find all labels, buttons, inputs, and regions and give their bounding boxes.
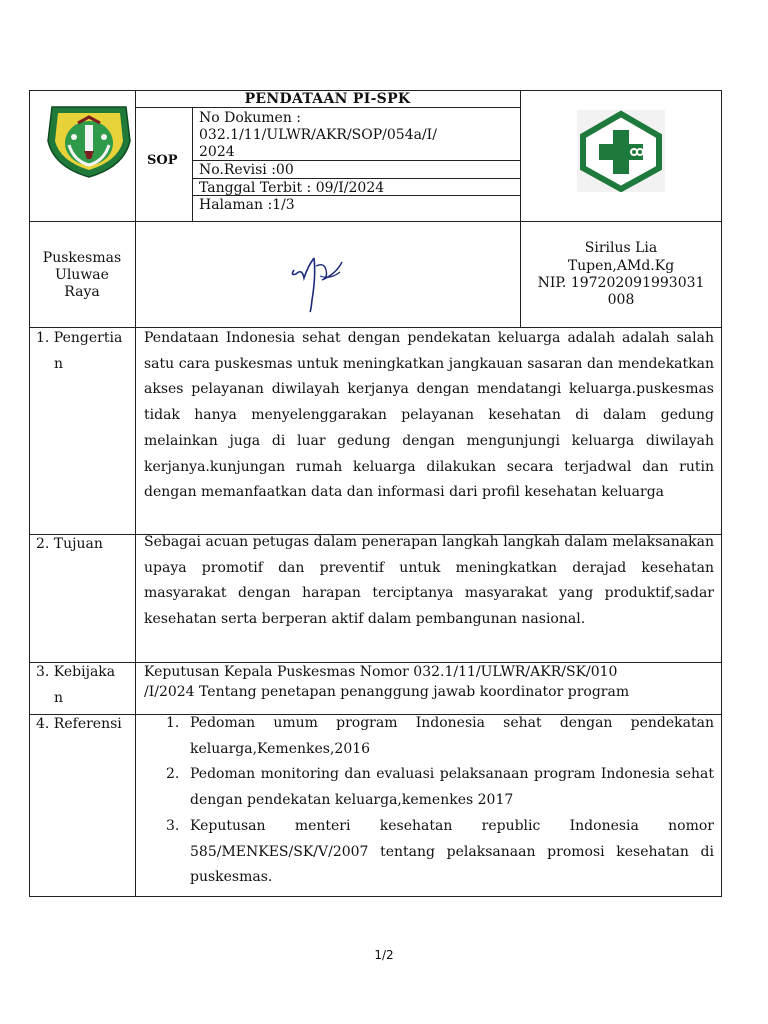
page-number: 1/2 <box>374 948 394 962</box>
no-revisi: No.Revisi :00 <box>199 162 294 178</box>
kebijakan-label-2: n <box>54 690 64 706</box>
list-item <box>144 814 714 891</box>
list-item <box>144 711 714 762</box>
kebijakan-label-1: 3. Kebijaka <box>36 664 116 680</box>
no-dokumen-value-2: 2024 <box>199 144 235 160</box>
referensi-label: 4. Referensi <box>36 716 122 732</box>
row-line-revisi <box>192 160 520 161</box>
pengertian-text: Pendataan Indonesia sehat dengan pendekatan keluarga adalah adalah salah satu cara puskesmas untuk meningkatkan jangkauan sasaran dan mendekatkan akses pelayanan diwilayah kerjanya dengan mendatangi keluarga.puskesmas tidak hanya menyelenggarakan pelayanan kesehatan di dalam gedung melainkan juga di luar gedung dengan mengunjungi keluarga diwilayah kerjanya.kunjungan rumah keluarga dilakukan secara terjadwal dan rutin dengan memanfaatkan data dan informasi dari profil kesehatan keluarga <box>144 330 714 501</box>
list-item-text: Pedoman monitoring dan evaluasi pelaksanaan program Indonesia sehat dengan pendekatan keluarga,kemenkes 2017 <box>190 766 714 809</box>
row-line-terbit <box>192 178 520 179</box>
header-bottom-line <box>29 221 722 222</box>
org-name-line-1: Puskesmas <box>42 250 122 266</box>
signature-icon <box>280 236 360 316</box>
list-item-number: 2. <box>166 766 180 783</box>
list-item <box>144 762 714 813</box>
halaman: Halaman :1/3 <box>199 197 295 213</box>
signer-line-3: NIP. 197202091993031 <box>537 275 705 291</box>
tujuan-label: 2. Tujuan <box>36 536 103 552</box>
row-line-kebijakan <box>29 662 722 663</box>
title-underline <box>135 107 520 108</box>
header-divider-left <box>135 90 136 897</box>
content-left-border <box>29 328 30 897</box>
org-name-line-3: Raya <box>64 284 100 300</box>
kebijakan-text-2: /I/2024 Tentang penetapan penanggung jawab koordinator program <box>144 684 630 700</box>
signer-line-1: Sirilus Lia <box>584 240 658 256</box>
kebijakan-text-1: Keputusan Kepala Puskesmas Nomor 032.1/11/ULWR/AKR/SK/010 <box>144 664 618 680</box>
pengertian-label-2: n <box>54 356 64 372</box>
list-item-text: Keputusan menteri kesehatan republic Indonesia nomor 585/MENKES/SK/V/2007 tentang pelaksanaan promosi kesehatan di puskesmas. <box>190 817 714 886</box>
header-divider-sop <box>192 107 193 221</box>
pengertian-label-1: 1. Pengertia <box>36 330 123 346</box>
list-item-text: Pedoman umum program Indonesia sehat dengan pendekatan keluarga,Kemenkes,2016 <box>190 715 714 757</box>
puskesmas-cross-logo-icon <box>577 110 665 192</box>
list-item-number: 1. <box>166 715 180 731</box>
table-bottom-line <box>29 896 722 897</box>
list-item-number: 3. <box>166 817 180 834</box>
no-dokumen-value-1: 032.1/11/ULWR/AKR/SOP/054a/I/ <box>199 127 437 143</box>
signer-line-2: Tupen,AMd.Kg <box>567 258 675 274</box>
org-name-line-2: Uluwae <box>55 267 109 283</box>
document-title: PENDATAAN PI-SPK <box>244 91 411 107</box>
regency-emblem-icon <box>44 101 134 179</box>
tanggal-terbit: Tanggal Terbit : 09/I/2024 <box>199 180 385 196</box>
tujuan-text: Sebagai acuan petugas dalam penerapan langkah langkah dalam melaksanakan upaya promotif dan preventif untuk meningkatkan derajad kesehatan masyarakat dengan harapan terciptanya masyarakat yang produktif,sadar kesehatan serta berperan aktif dalam pembangunan nasional. <box>144 534 714 628</box>
no-dokumen-label: No Dokumen : <box>199 110 302 126</box>
signer-line-4: 008 <box>607 292 635 308</box>
content-right-border <box>721 328 722 897</box>
sop-label: SOP <box>147 153 178 168</box>
referensi-list <box>144 711 714 891</box>
